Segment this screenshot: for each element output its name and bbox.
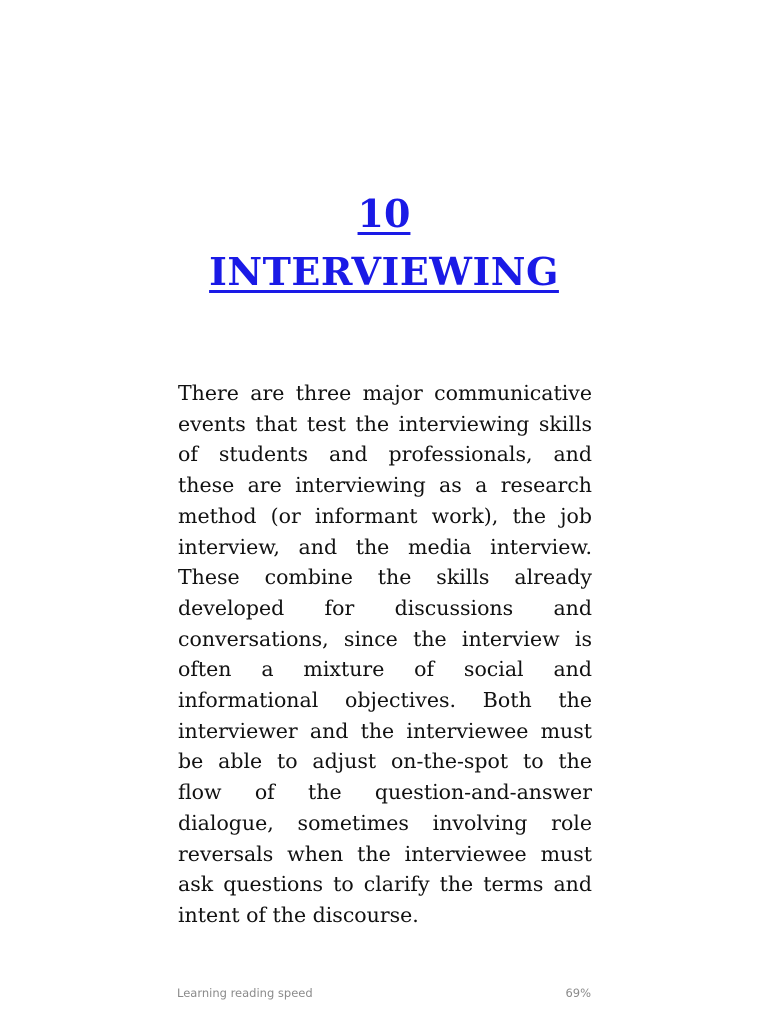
chapter-title[interactable]: INTERVIEWING: [209, 249, 559, 294]
body-paragraph: There are three major communicative events that test the interviewing skills of students and professionals, and these are interviewing as a research method (or informant work), the job interview, and the media interview. These combine the skills already developed for discussions and conversations, since the interview is often a mixture of social and informational objectives. Both the interviewer and the interviewee must be able to adjust on-the-spot to the flow of the question-and-answer dialogue, sometimes involving role reversals when the interviewee must ask questions to clarify the terms and intent of the discourse.: [178, 381, 592, 927]
chapter-heading-link[interactable]: [0, 186, 768, 302]
footer-chapter-label: Learning reading speed: [177, 986, 313, 1000]
chapter-heading: [0, 186, 768, 302]
reading-progress: 69%: [565, 986, 591, 1000]
reader-footer: [177, 986, 591, 1004]
chapter-number[interactable]: 10: [357, 191, 411, 236]
